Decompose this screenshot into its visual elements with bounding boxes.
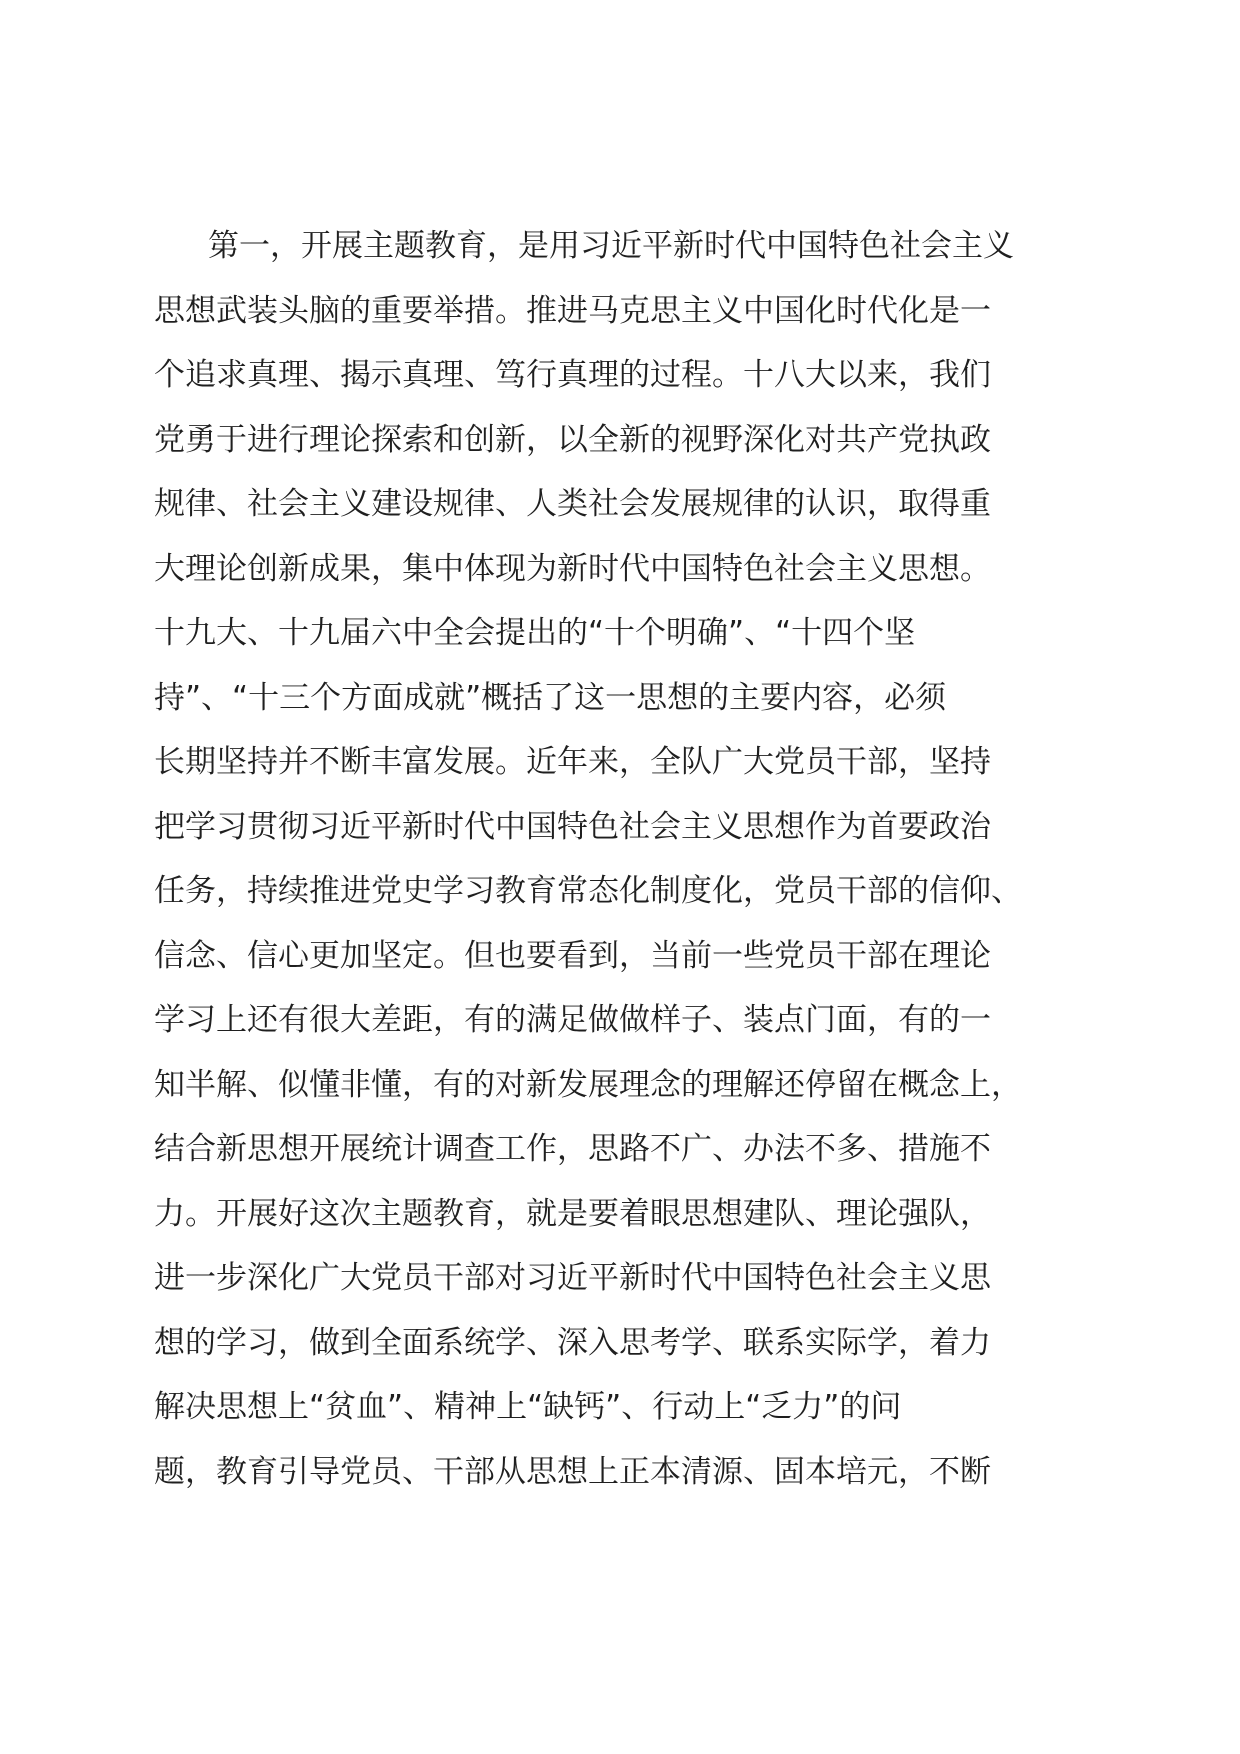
paragraph-line: 思想武装头脑的重要举措。推进马克思主义中国化时代化是一 — [154, 292, 991, 329]
paragraph-line: 十九大、十九届六中全会提出的“十个明确”、“十四个坚 — [154, 615, 916, 651]
paragraph-line: 知半解、似懂非懂，有的对新发展理念的理解还停留在概念上， — [154, 1066, 1022, 1103]
paragraph-line: 长期坚持并不断丰富发展。近年来，全队广大党员干部，坚持 — [154, 744, 991, 780]
paragraph-line: 解决思想上“贫血”、精神上“缺钙”、行动上“乏力”的问 — [154, 1389, 902, 1425]
paragraph-line: 学习上还有很大差距，有的满足做做样子、装点门面，有的一 — [154, 1002, 991, 1038]
paragraph-line: 信念、信心更加坚定。但也要看到，当前一些党员干部在理论 — [154, 937, 991, 974]
paragraph-line: 党勇于进行理论探索和创新，以全新的视野深化对共产党执政 — [154, 421, 991, 458]
paragraph-line: 规律、社会主义建设规律、人类社会发展规律的认识，取得重 — [154, 486, 991, 522]
paragraph-line: 大理论创新成果，集中体现为新时代中国特色社会主义思想。 — [154, 550, 991, 587]
paragraph-line: 第一，开展主题教育，是用习近平新时代中国特色社会主义 — [208, 228, 1014, 264]
paragraph-line: 力。开展好这次主题教育，就是要着眼思想建队、理论强队， — [154, 1195, 991, 1232]
paragraph-line: 持”、“十三个方面成就”概括了这一思想的主要内容，必须 — [154, 679, 947, 716]
body-paragraph — [154, 214, 1094, 1504]
paragraph-line: 想的学习，做到全面系统学、深入思考学、联系实际学，着力 — [154, 1324, 991, 1361]
paragraph-line: 题，教育引导党员、干部从思想上正本清源、固本培元，不断 — [154, 1453, 991, 1490]
paragraph-line: 把学习贯彻习近平新时代中国特色社会主义思想作为首要政治 — [154, 808, 991, 845]
paragraph-line: 任务，持续推进党史学习教育常态化制度化，党员干部的信仰、 — [154, 873, 1022, 909]
paragraph-line: 进一步深化广大党员干部对习近平新时代中国特色社会主义思 — [154, 1260, 991, 1296]
paragraph-line: 个追求真理、揭示真理、笃行真理的过程。十八大以来，我们 — [154, 357, 991, 393]
paragraph-line: 结合新思想开展统计调查工作，思路不广、办法不多、措施不 — [154, 1131, 991, 1167]
